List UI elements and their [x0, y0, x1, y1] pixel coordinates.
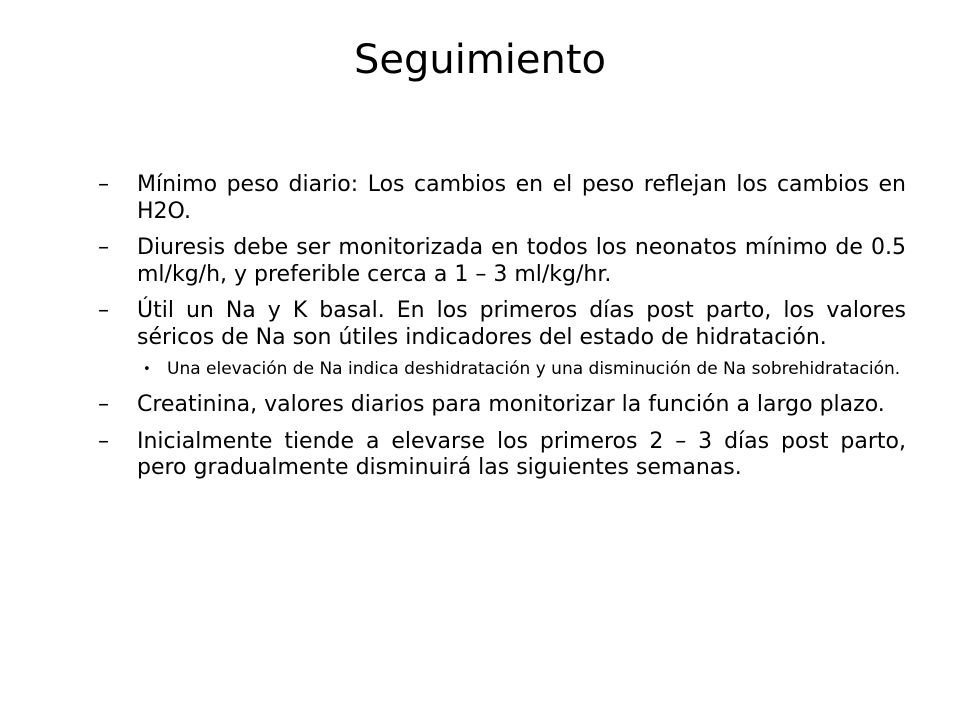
dash-marker: – [98, 428, 109, 454]
slide-title: Seguimiento [353, 37, 607, 83]
list-item [98, 298, 906, 351]
bullet-marker: • [143, 362, 151, 377]
list-item [98, 392, 906, 419]
list-item-text: Útil un Na y K basal. En los primeros días post parto, los valores séricos de Na son útiles indicadores del estado de hidratación. [137, 298, 906, 350]
list-item [98, 429, 906, 482]
list-item-text: Inicialmente tiende a elevarse los primeros 2 – 3 días post parto, pero gradualmente disminuirá las siguientes semanas. [137, 428, 906, 480]
list-item [98, 235, 906, 288]
dash-marker: – [98, 392, 109, 417]
list-item-text: Creatinina, valores diarios para monitorizar la función a largo plazo. [137, 392, 885, 417]
dash-marker: – [98, 172, 109, 197]
list-item-text: Diuresis debe ser monitorizada en todos los neonatos mínimo de 0.5 ml/kg/h, y preferible cerca a 1 – 3 ml/kg/hr. [137, 235, 906, 287]
sub-list-item [98, 359, 906, 380]
list-item-text: Mínimo peso diario: Los cambios en el peso reflejan los cambios en H2O. [137, 172, 906, 224]
dash-marker: – [98, 235, 109, 260]
bullet-list [98, 172, 906, 492]
list-item [98, 172, 906, 225]
sub-list-item-text: Una elevación de Na indica deshidratación y una disminución de Na sobrehidratación. [167, 359, 901, 379]
dash-marker: – [98, 298, 109, 323]
